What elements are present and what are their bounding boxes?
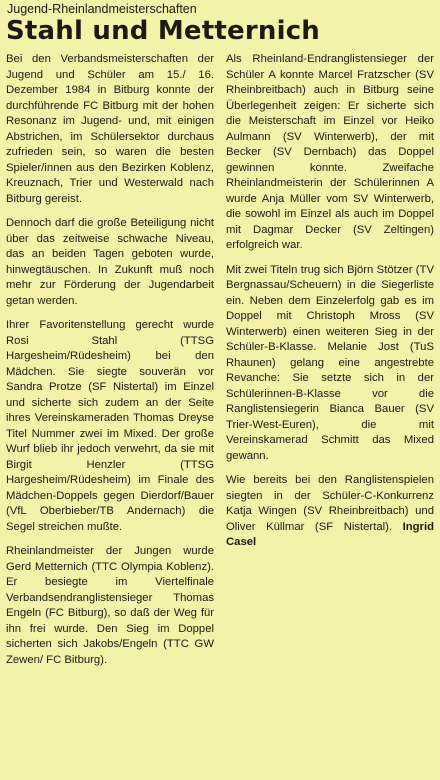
left-column — [6, 52, 214, 677]
article-kicker: Jugend-Rheinlandmeisterschaften — [7, 2, 197, 16]
article-headline: Stahl und Metternich — [6, 16, 321, 46]
paragraph-schueler-a: Als Rheinland-Endranglistensieger der Schüler A konnte Marcel Fratzscher (SV Rheinbreitbach) auch in Bitburg seine Überlegenheit zeigen: Er sicherte sich die Meisterschaft im Einzel vor Heiko Aulmann (SV Winterwerb), der mit Becker (SV Dernbach) das Doppel gewinnen konnte. Zweifache Rheinlandmeisterin der Schülerinnen A wurde Anja Müller vom SV Winterwerb, die sowohl im Einzel als auch im Doppel mit Dagmar Decker (SV Zeltingen) erfolgreich war. — [226, 53, 434, 251]
paragraph-schueler-b: Mit zwei Titeln trug sich Björn Stötzer (TV Bergnassau/Scheuern) in die Siegerliste ein. Neben dem Einzelerfolg gab es im Doppel mit Christoph Mross (SV Winterwerb) einen weiteren Sieg in der Schüler-B-Klasse. Melanie Jost (TuS Rhaunen) gelang eine angestrebte Revanche: Sie setzte sich in der Schülerinnen-B-Klasse vor die Ranglistensiegerin Bianca Bauer (SV Trier-West-Euren), die mit Vereinskamerad Schmitt das Mixed gewann. — [226, 263, 434, 462]
paragraph-schueler-c-text: Wie bereits bei den Ranglistenspielen siegten in der Schüler-C-Konkurrenz Katja Wingen (SV Rheinbreitbach) und Oliver Küllmar (SF Nistertal). — [226, 474, 434, 533]
paragraph-girls: Ihrer Favoritenstellung gerecht wurde Rosi Stahl (TTSG Hargesheim/Rüdesheim) bei den Mädchen. Sie siegte souverän vor Sandra Protze (SF Nistertal) im Einzel und sicherte sich zudem an der Seite ihres Vereinskameraden Thomas Dreyse Titel Nummer zwei im Mixed. Der große Wurf blieb ihr jedoch verwehrt, da sie mit Birgit Henzler (TTSG Hargesheim/Rüdesheim) im Finale des Mädchen-Doppels gegen Dierdorf/Bauer (VfL Oberbieber/TB Andernach) die Segel streichen mußte. — [6, 319, 214, 533]
paragraph-boys: Rheinlandmeister der Jungen wurde Gerd Metternich (TTC Olympia Koblenz). Er besiegte im Viertelfinale Verbandsendranglistensieger Thomas Engeln (FC Bitburg), so daß der Weg für ihn frei wurde. Den Sieg im Doppel sicherten sich Jakobs/Engeln (TTC GW Zewen/ FC Bitburg). — [6, 545, 214, 666]
right-column — [226, 52, 434, 677]
author-byline: Ingrid Casel — [226, 520, 434, 548]
paragraph-level: Dennoch darf die große Beteiligung nicht über das zeitweise schwache Niveau, das an beiden Tagen geboten wurde, hinwegtäuschen. In Zukunft muß noch mehr zur Förderung der Jugendarbeit getan werden. — [6, 217, 214, 307]
article-columns — [6, 52, 434, 677]
paragraph-schueler-c — [226, 473, 434, 551]
paragraph-intro: Bei den Verbandsmeisterschaften der Jugend und Schüler am 15./ 16. Dezember 1984 in Bitburg konnte der durchführende FC Bitburg mit der hohen Resonanz im Jugend- und, mit einigen Abstrichen, im Schülersektor durchaus zufrieden sein, so waren die besten Spieler/innen aus den Bezirken Koblenz, Kreuznach, Trier und Westerwald nach Bitburg gereist. — [6, 53, 214, 205]
